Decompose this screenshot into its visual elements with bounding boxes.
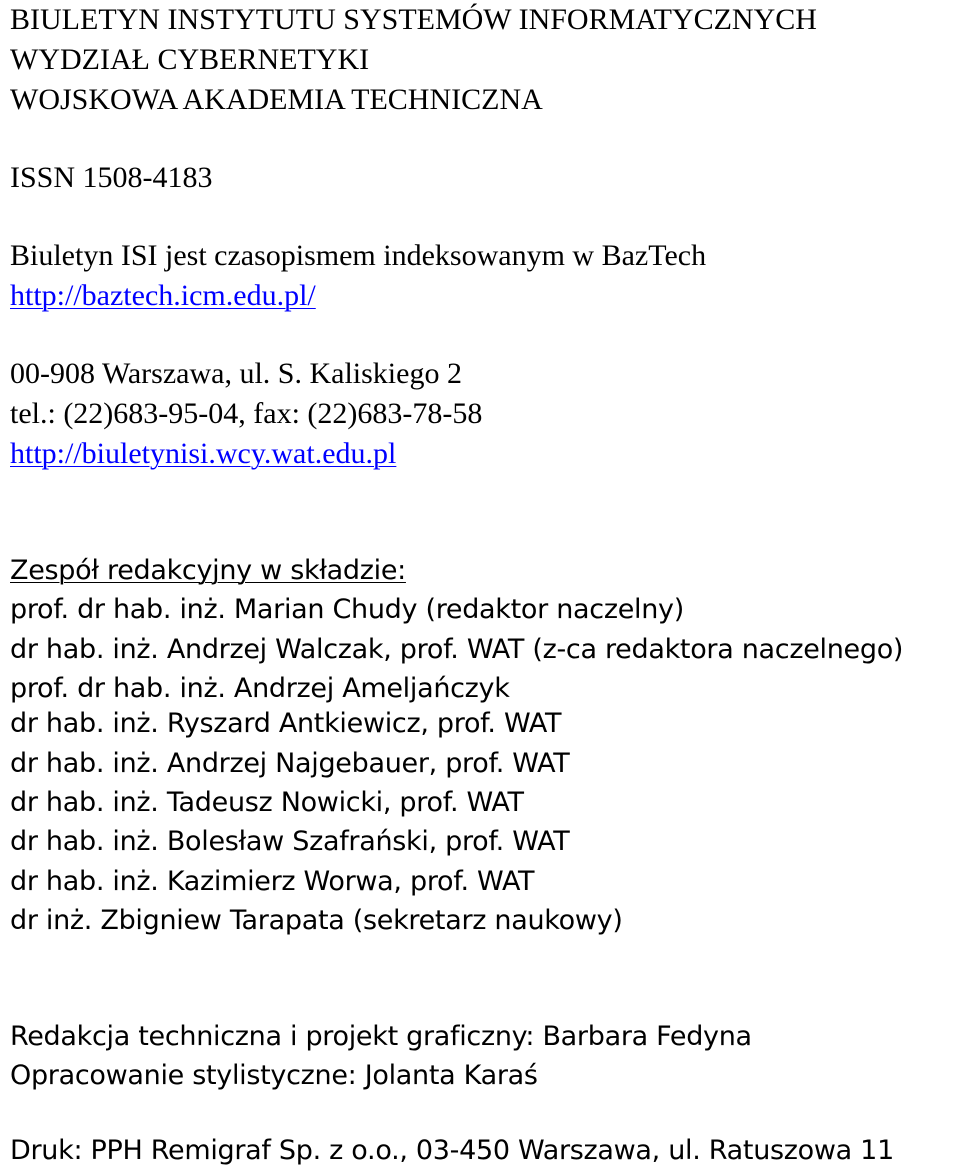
- board-member: dr hab. inż. Andrzej Najgebauer, prof. WAT: [10, 748, 570, 779]
- baztech-link[interactable]: http://baztech.icm.edu.pl/: [10, 279, 316, 312]
- board-member: dr hab. inż. Ryszard Antkiewicz, prof. WAT: [10, 708, 562, 739]
- bulletin-link[interactable]: http://biuletynisi.wcy.wat.edu.pl: [10, 437, 397, 470]
- stylistic-editor-credit: Opracowanie stylistyczne: Jolanta Karaś: [10, 1060, 538, 1091]
- board-member: dr hab. inż. Bolesław Szafrański, prof. WAT: [10, 826, 570, 857]
- board-member: dr hab. inż. Kazimierz Worwa, prof. WAT: [10, 866, 535, 897]
- indexing-text: Biuletyn ISI jest czasopismem indeksowanym w BazTech: [10, 239, 707, 272]
- board-member: dr hab. inż. Andrzej Walczak, prof. WAT (z-ca redaktora naczelnego): [10, 634, 904, 665]
- header-line-3: WOJSKOWA AKADEMIA TECHNICZNA: [10, 83, 543, 116]
- board-member: dr inż. Zbigniew Tarapata (sekretarz naukowy): [10, 905, 623, 936]
- header-line-2: WYDZIAŁ CYBERNETYKI: [10, 43, 370, 76]
- technical-editor-credit: Redakcja techniczna i projekt graficzny: Barbara Fedyna: [10, 1021, 752, 1052]
- address: 00-908 Warszawa, ul. S. Kaliskiego 2: [10, 357, 462, 390]
- board-member: prof. dr hab. inż. Marian Chudy (redaktor naczelny): [10, 594, 684, 625]
- issn: ISSN 1508-4183: [10, 161, 213, 194]
- board-member: prof. dr hab. inż. Andrzej Ameljańczyk: [10, 673, 510, 704]
- editorial-board-heading: Zespół redakcyjny w składzie:: [10, 555, 406, 586]
- phone-fax: tel.: (22)683-95-04, fax: (22)683-78-58: [10, 397, 483, 430]
- printer-info: Druk: PPH Remigraf Sp. z o.o., 03-450 Warszawa, ul. Ratuszowa 11: [10, 1135, 894, 1166]
- header-line-1: BIULETYN INSTYTUTU SYSTEMÓW INFORMATYCZNYCH: [10, 3, 817, 36]
- board-member: dr hab. inż. Tadeusz Nowicki, prof. WAT: [10, 787, 524, 818]
